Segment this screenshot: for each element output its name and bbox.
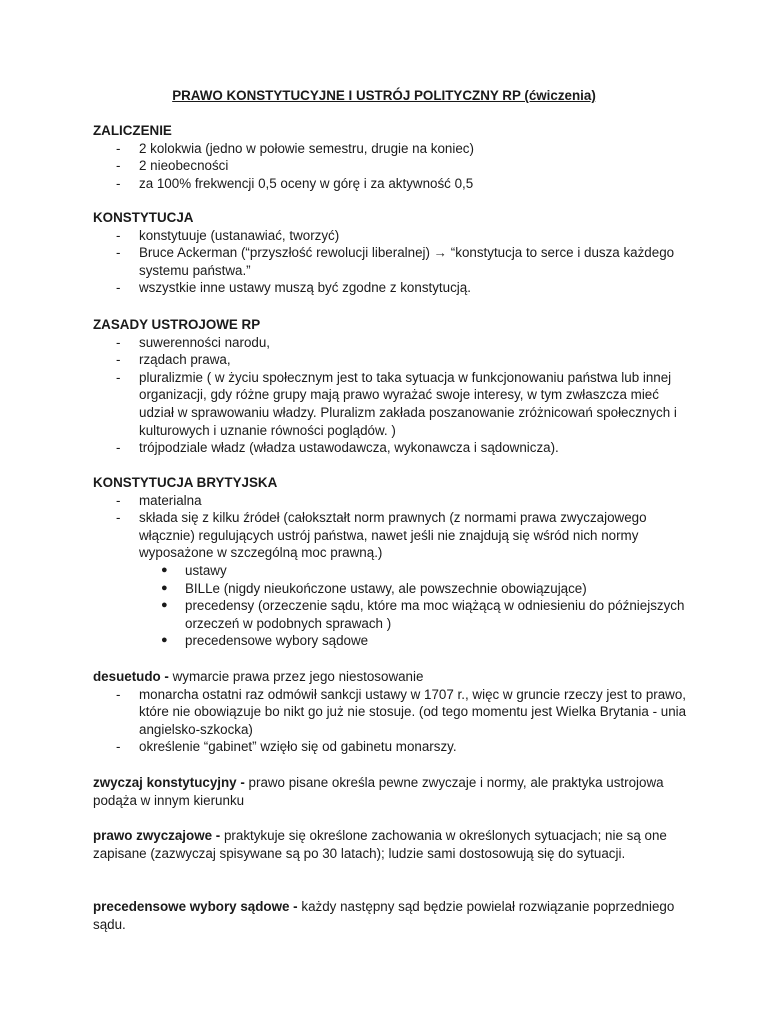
list-item (93, 157, 693, 175)
list-item-text: suwerenności narodu, (139, 334, 271, 350)
section-prawo-zwyczajowe (93, 827, 693, 862)
list-item (93, 492, 693, 510)
list-item (93, 686, 693, 739)
list-item-text: za 100% frekwencji 0,5 oceny w górę i za aktywność 0,5 (139, 175, 474, 191)
dash-bullet: - (116, 334, 121, 350)
section-zaliczenie (93, 122, 693, 192)
list-item-text: rządach prawa, (139, 352, 231, 368)
definition-text: praktykuje się określone zachowania w określonych sytuacjach; nie są one zapisane (zazwyczaj spisywane są po 30 latach); ludzie sami dostosowują się do sytuacji. (93, 828, 667, 861)
list-item (93, 509, 693, 562)
sub-list-item-text: precedensowe wybory sądowe (185, 633, 369, 649)
document-title: PRAWO KONSTYTUCYJNE I USTRÓJ POLITYCZNY RP (ćwiczenia) (172, 88, 596, 103)
list-item-text: określenie “gabinet” wzięło się od gabinetu monarszy. (139, 739, 457, 755)
list-item-text: 2 kolokwia (jedno w połowie semestru, drugie na koniec) (139, 140, 474, 156)
list-item-text: 2 nieobecności (139, 158, 229, 174)
section-zasady-ustrojowe (93, 316, 693, 457)
list-item (93, 369, 693, 439)
list-item (93, 227, 693, 245)
list-item-text: materialna (139, 492, 202, 508)
dash-bullet: - (116, 140, 121, 156)
list-item (93, 334, 693, 352)
definition-text: prawo pisane określa pewne zwyczaje i normy, ale praktyka ustrojowa podąża w innym kierunku (93, 775, 664, 808)
section-heading: KONSTYTUCJA (93, 210, 194, 225)
list-item-text: trójpodziale władz (władza ustawodawcza, wykonawcza i sądownicza). (139, 440, 559, 456)
dot-bullet: ● (161, 599, 168, 612)
dash-bullet: - (116, 175, 121, 191)
list-item (93, 244, 693, 279)
dash-bullet: - (116, 369, 121, 385)
list-item-text: składa się z kilku źródeł (całokształt norm prawnych (z normami prawa zwyczajowego włącznie) regulujących ustrój państwa, nawet jeśli nie znajdują się wśród nich normy wyposażone w szczególną moc prawną.) (139, 510, 647, 561)
sub-list-item (93, 562, 693, 580)
dot-bullet: ● (161, 563, 168, 576)
dot-bullet: ● (161, 634, 168, 647)
dash-bullet: - (116, 510, 121, 526)
section-heading: KONSTYTUCJA BRYTYJSKA (93, 475, 278, 490)
list-item (93, 175, 693, 193)
list-item-text: konstytuuje (ustanawiać, tworzyć) (139, 227, 340, 243)
list-item (93, 279, 693, 297)
sub-list-item-text: BILLe (nigdy nieukończone ustawy, ale powszechnie obowiązujące) (185, 580, 587, 596)
dash-bullet: - (116, 739, 121, 755)
list-item (93, 738, 693, 756)
definition-term: zwyczaj konstytucyjny - (93, 775, 245, 790)
definition-paragraph (93, 827, 693, 862)
list-item-text: wszystkie inne ustawy muszą być zgodne z konstytucją. (139, 280, 471, 296)
list-item (93, 140, 693, 158)
definition-term: desuetudo - (93, 669, 169, 684)
dash-bullet: - (116, 245, 121, 261)
sub-list-item (93, 580, 693, 598)
definition-text: wymarcie prawa przez jego niestosowanie (168, 669, 424, 684)
dash-bullet: - (116, 158, 121, 174)
section-zwyczaj-konstytucyjny (93, 774, 693, 809)
list-item-text: Bruce Ackerman (“przyszłość rewolucji liberalnej) → “konstytucja to serce i dusza każdego systemu państwa.” (139, 245, 675, 278)
definition-paragraph (93, 898, 693, 933)
dot-bullet: ● (161, 581, 168, 594)
sub-list-item-text: ustawy (185, 562, 227, 578)
sub-list-item (93, 632, 693, 650)
dash-bullet: - (116, 492, 121, 508)
sub-list-item-text: precedensy (orzeczenie sądu, które ma moc wiążącą w odniesieniu do późniejszych orzeczeń w podobnych sprawach ) (185, 598, 685, 631)
definition-text: każdy następny sąd będzie powielał rozwiązanie poprzedniego sądu. (93, 899, 675, 932)
section-precedensowe-wybory (93, 898, 693, 933)
section-heading: ZASADY USTROJOWE RP (93, 317, 261, 332)
dash-bullet: - (116, 352, 121, 368)
dash-bullet: - (116, 440, 121, 456)
definition-paragraph (93, 774, 693, 809)
list-item-text: monarcha ostatni raz odmówił sankcji ustawy w 1707 r., więc w gruncie rzeczy jest to prawo, które nie obowiązuje bo nikt go już nie stosuje. (od tego momentu jest Wielka Brytania - unia angielsko-szkocka) (139, 686, 687, 737)
dash-bullet: - (116, 280, 121, 296)
section-desuetudo (93, 668, 693, 756)
sub-list-item (93, 597, 693, 632)
dash-bullet: - (116, 686, 121, 702)
list-item-text: pluralizmie ( w życiu społecznym jest to taka sytuacja w funkcjonowaniu państwa lub innej organizacji, gdy różne grupy mają prawo wyrażać swoje interesy, w tym zwłaszcza mieć udział w sprawowaniu władzy. Pluralizm zakłada poszanowanie zróżnicowań społecznych i kulturowych i uznanie równości poglądów. ) (139, 369, 677, 438)
section-konstytucja (93, 209, 693, 297)
definition-paragraph (93, 668, 693, 686)
definition-term: precedensowe wybory sądowe - (93, 899, 298, 914)
dash-bullet: - (116, 227, 121, 243)
definition-term: prawo zwyczajowe - (93, 828, 221, 843)
section-heading: ZALICZENIE (93, 123, 172, 138)
section-konstytucja-brytyjska (93, 474, 693, 650)
list-item (93, 351, 693, 369)
list-item (93, 439, 693, 457)
